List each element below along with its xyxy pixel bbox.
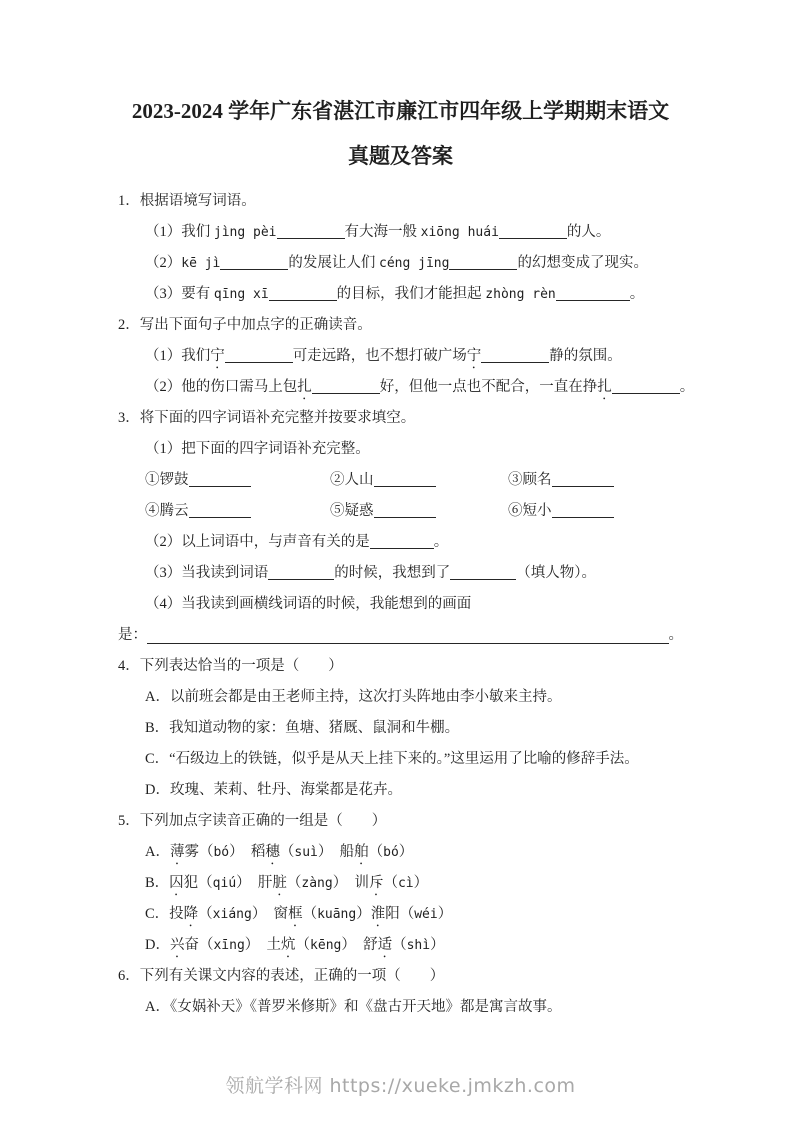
text-run: 是：	[118, 627, 147, 643]
q1-item-3	[118, 279, 683, 310]
dotted-char: 薄	[169, 844, 185, 860]
idiom-label: ⑤疑惑	[330, 503, 374, 519]
q2-item-2	[118, 372, 695, 403]
pinyin-run: suì	[294, 845, 318, 860]
q3-item-1	[118, 434, 683, 465]
text-run: 。	[668, 627, 683, 643]
text-run: 1．根据语境写词语。	[118, 193, 256, 209]
q3-item-3	[118, 558, 683, 589]
text-run: （4）当我读到画横线词语的时候，我能想到的画面	[145, 596, 472, 612]
page-title-line-1: 2023-2024 学年广东省湛江市廉江市四年级上学期期末语文	[131, 99, 670, 123]
q6-stem	[118, 961, 683, 992]
q3-item-2	[118, 527, 683, 558]
answer-blank[interactable]	[220, 255, 288, 271]
answer-blank[interactable]	[499, 224, 567, 240]
answer-blank[interactable]	[449, 255, 517, 271]
text-run: （1）我们	[145, 348, 211, 364]
text-run: （	[392, 937, 407, 953]
q5-option-b	[118, 868, 683, 899]
text-run: 6．下列有关课文内容的表述，正确的一项（ ）	[118, 968, 445, 984]
text-run: （1）把下面的四字词语补充完整。	[145, 441, 370, 457]
answer-blank[interactable]	[612, 379, 680, 395]
q3-item-4	[118, 589, 683, 620]
q4-option-a	[118, 682, 683, 713]
dotted-char: 淮	[370, 906, 386, 922]
idiom-label: ②人山	[330, 472, 374, 488]
dotted-char: 脏	[272, 875, 287, 891]
pinyin-run: jìng pèi	[213, 225, 277, 240]
text-run: ）	[430, 937, 445, 953]
q2-stem	[118, 310, 683, 341]
q5-stem	[118, 806, 683, 837]
text-run: （	[279, 844, 295, 860]
dotted-char: 适	[377, 937, 393, 953]
q4-stem	[118, 651, 683, 682]
text-run: ） 训	[332, 875, 369, 891]
text-run: A．	[145, 844, 170, 860]
answer-blank[interactable]	[374, 503, 436, 519]
text-run: 阳（	[385, 906, 415, 922]
idiom-cell	[508, 465, 683, 496]
pinyin-run: xiōng huái	[420, 225, 499, 240]
text-run: 5．下列加点字读音正确的一组是（ ）	[118, 813, 387, 829]
text-run: （2）	[145, 255, 182, 271]
dotted-char: 斥	[368, 875, 384, 891]
text-run: 有大海一般	[344, 224, 421, 240]
pinyin-run: xīng	[213, 938, 245, 953]
pinyin-run: bó	[383, 845, 399, 860]
text-run: ） 土	[244, 937, 282, 953]
pinyin-run: bó	[213, 845, 230, 860]
answer-blank[interactable]	[374, 472, 436, 488]
text-run: 雾（	[184, 844, 214, 860]
answer-blank[interactable]	[552, 472, 614, 488]
text-run: 好，但他一点也不配合，一直在挣	[379, 379, 598, 395]
answer-blank[interactable]	[556, 286, 630, 302]
dotted-char: 兴	[169, 937, 185, 953]
text-run: ） 稻	[229, 844, 266, 860]
text-run: （	[198, 906, 213, 922]
answer-blank[interactable]	[147, 643, 669, 644]
text-run: D．	[145, 937, 170, 953]
answer-blank[interactable]	[269, 286, 337, 302]
text-run: B．我知道动物的家：鱼塘、猪厩、鼠洞和牛棚。	[145, 720, 460, 736]
idiom-cell	[508, 496, 683, 527]
pinyin-run: wéi	[414, 907, 438, 922]
text-run: ）	[437, 906, 453, 922]
q6-option-a	[118, 992, 683, 1023]
text-run: （	[302, 906, 318, 922]
answer-blank[interactable]	[370, 534, 434, 550]
dotted-char: 框	[288, 906, 303, 922]
text-run: ）	[356, 906, 371, 922]
q1-item-2	[118, 248, 683, 279]
pinyin-run: céng jīng	[379, 256, 450, 271]
document-body	[118, 186, 695, 1023]
idiom-cell	[145, 465, 330, 496]
page-title	[118, 96, 683, 171]
page-title-line-2: 真题及答案	[348, 144, 453, 168]
q2-item-1	[118, 341, 683, 372]
watermark-text: 领航学科网 https://xueke.jmkzh.com	[225, 1075, 576, 1097]
q4-option-d	[118, 775, 683, 806]
text-run: 2．写出下面句子中加点字的正确读音。	[118, 317, 372, 333]
pinyin-run: kēng	[310, 938, 342, 953]
q4-option-b	[118, 713, 683, 744]
q3-item-4-answer	[118, 620, 683, 651]
dotted-char: 囚	[169, 875, 184, 891]
pinyin-run: kē jì	[181, 256, 221, 271]
text-run: ）	[413, 875, 429, 891]
text-run: ） 肝	[236, 875, 273, 891]
text-run: C．“石级边上的铁链，似乎是从天上挂下来的。”这里运用了比喻的修辞手法。	[145, 751, 639, 767]
text-run: ） 舒	[341, 937, 378, 953]
idiom-label: ①锣鼓	[145, 472, 189, 488]
text-run: 。	[679, 379, 695, 395]
text-run: （1）我们	[145, 224, 214, 240]
answer-blank[interactable]	[277, 224, 345, 240]
answer-blank[interactable]	[268, 565, 334, 581]
q3-idiom-row-1	[118, 465, 683, 496]
text-run: 。	[629, 286, 645, 302]
text-run: 。	[433, 534, 449, 550]
q1-item-1	[118, 217, 683, 248]
dotted-char: 宁	[210, 348, 225, 364]
idiom-cell	[330, 496, 508, 527]
text-run: 奋（	[184, 937, 214, 953]
dotted-char: 扎	[297, 379, 312, 395]
pinyin-run: kuāng	[317, 907, 357, 922]
watermark-footer	[118, 1071, 683, 1098]
text-run: （3）当我读到词语	[145, 565, 269, 581]
text-run: （	[368, 844, 384, 860]
text-run: （2）他的伤口需马上包	[145, 379, 298, 395]
pinyin-run: qīng xī	[213, 287, 269, 302]
answer-blank[interactable]	[481, 348, 549, 364]
q3-idiom-row-2	[118, 496, 683, 527]
answer-blank[interactable]	[225, 348, 293, 364]
q3-stem	[118, 403, 683, 434]
text-run: 3．将下面的四字词语补充完整并按要求填空。	[118, 410, 416, 426]
text-run: 的时候，我想到了	[334, 565, 451, 581]
pinyin-run: cì	[397, 876, 414, 891]
text-run: （	[286, 875, 302, 891]
q5-option-c	[118, 899, 683, 930]
text-run: （3）要有	[145, 286, 214, 302]
pinyin-run: xiáng	[212, 907, 252, 922]
dotted-char: 降	[183, 906, 199, 922]
answer-blank[interactable]	[312, 379, 380, 395]
idiom-label: ④腾云	[145, 503, 189, 519]
dotted-char: 宁	[466, 348, 482, 364]
text-run: ）	[398, 844, 414, 860]
text-run: 的幻想变成了现实。	[517, 255, 648, 271]
text-run: D．玫瑰、茉莉、牡丹、海棠都是花卉。	[145, 782, 402, 798]
text-run: 静的氛围。	[549, 348, 622, 364]
text-run: 4．下列表达恰当的一项是（ ）	[118, 658, 343, 674]
idiom-label: ⑥短小	[508, 503, 552, 519]
text-run: （	[383, 875, 398, 891]
text-run: （填人物）。	[516, 565, 596, 581]
q1-stem	[118, 186, 683, 217]
pinyin-run: zàng	[301, 876, 333, 891]
idiom-cell	[145, 496, 330, 527]
text-run: （2）以上词语中，与声音有关的是	[145, 534, 370, 550]
idiom-label: ③顾名	[508, 472, 552, 488]
q4-option-c	[118, 744, 683, 775]
dotted-char: 穗	[265, 844, 280, 860]
answer-blank[interactable]	[450, 565, 516, 581]
text-run: 犯（	[183, 875, 213, 891]
text-run: B．	[145, 875, 170, 891]
text-run: （	[295, 937, 311, 953]
answer-blank[interactable]	[552, 503, 614, 519]
text-run: C．投	[145, 906, 184, 922]
dotted-char: 扎	[597, 379, 612, 395]
text-run: A．以前班会都是由王老师主持，这次打头阵地由李小敏来主持。	[145, 689, 562, 705]
pinyin-run: zhòng rèn	[485, 287, 556, 302]
pinyin-run: shì	[406, 938, 431, 953]
pinyin-run: qiú	[212, 876, 237, 891]
text-run: A．《女娲补天》《普罗米修斯》和《盘古开天地》都是寓言故事。	[145, 999, 562, 1015]
answer-blank[interactable]	[189, 503, 251, 519]
dotted-char: 炕	[281, 937, 296, 953]
idiom-cell	[330, 465, 508, 496]
text-run: 的发展让人们	[288, 255, 380, 271]
text-run: 的目标，我们才能担起	[336, 286, 486, 302]
dotted-char: 舶	[354, 844, 369, 860]
text-run: 可走远路，也不想打破广场	[292, 348, 467, 364]
text-run: ） 船	[317, 844, 355, 860]
text-run: ） 窗	[251, 906, 289, 922]
text-run: 的人。	[566, 224, 611, 240]
q5-option-a	[118, 837, 683, 868]
q5-option-d	[118, 930, 683, 961]
answer-blank[interactable]	[189, 472, 251, 488]
